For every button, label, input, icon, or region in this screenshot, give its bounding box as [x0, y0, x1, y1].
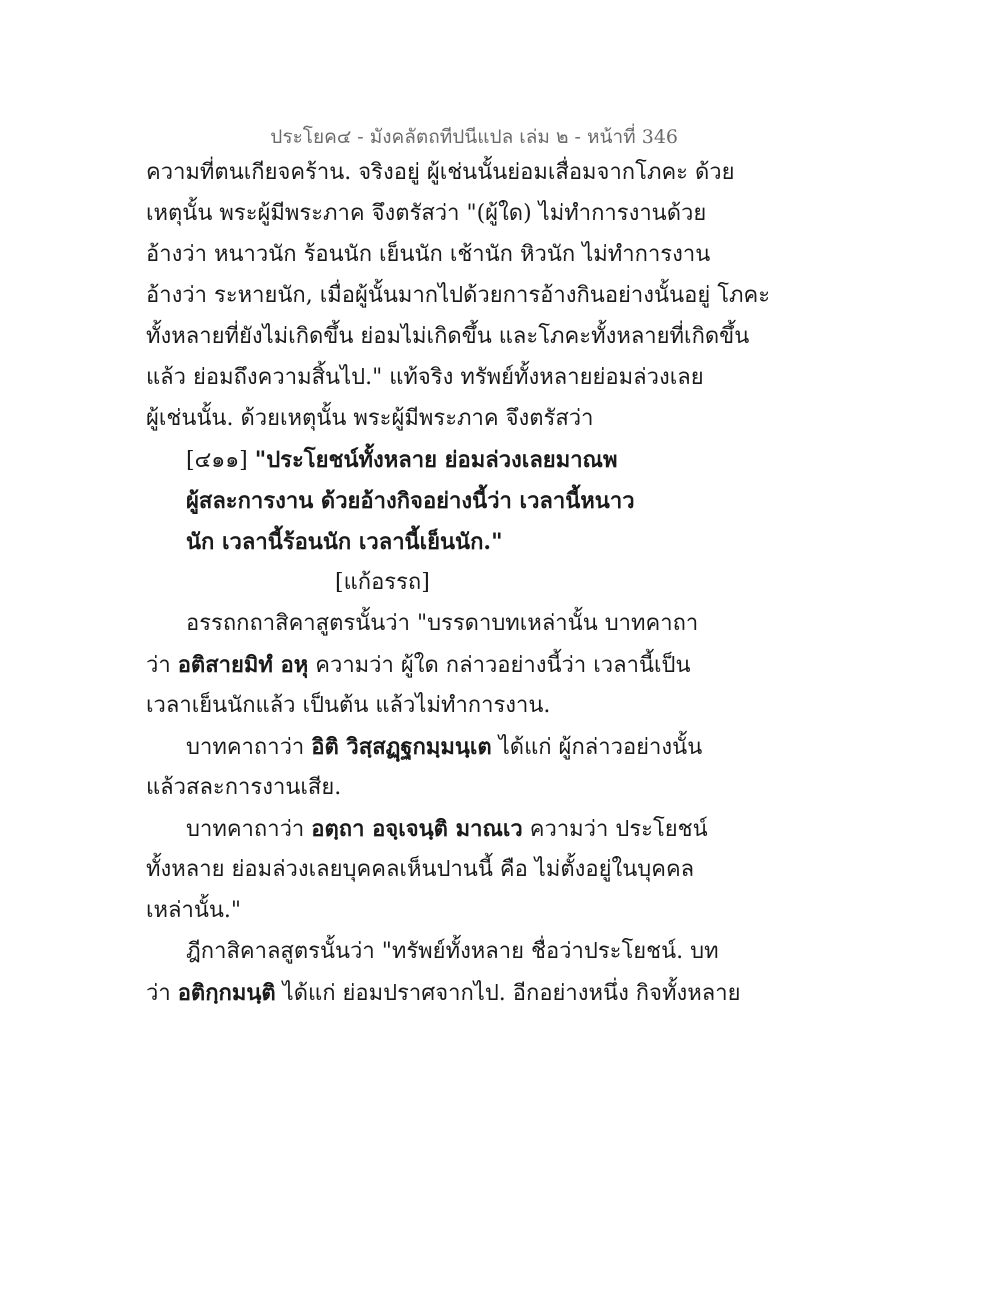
- text-line: ว่า อติกฺกมนฺติ ได้แก่ ย่อมปราศจากไป. อีกอย่างหนึ่ง กิจทั้งหลาย: [146, 980, 741, 1006]
- text-line: อ้างว่า หนาวนัก ร้อนนัก เย็นนัก เช้านัก หิวนัก ไม่ทำการงาน: [146, 242, 711, 267]
- verse-line: ผู้สละการงาน ด้วยอ้างกิจอย่างนี้ว่า เวลานี้หนาว: [186, 488, 635, 514]
- text-line: ทั้งหลาย ย่อมล่วงเลยบุคคลเห็นปานนี้ คือ ไม่ตั้งอยู่ในบุคคล: [146, 857, 695, 882]
- text-line: อรรถกถาสิคาสูตรนั้นว่า "บรรดาบทเหล่านั้น บาทคาถา: [186, 611, 699, 636]
- verse-line: [๔๑๑] "ประโยชน์ทั้งหลาย ย่อมล่วงเลยมาณพ: [186, 447, 618, 473]
- text-line: ฎีกาสิคาลสูตรนั้นว่า "ทรัพย์ทั้งหลาย ชื่อว่าประโยชน์. บท: [186, 939, 719, 964]
- text-line: แล้ว ย่อมถึงความสิ้นไป." แท้จริง ทรัพย์ทั้งหลายย่อมล่วงเลย: [146, 365, 704, 390]
- text-line: เหตุนั้น พระผู้มีพระภาค จึงตรัสว่า "(ผู้ใด) ไม่ทำการงานด้วย: [146, 201, 707, 226]
- text-line: บาทคาถาว่า อตฺถา อจฺเจนฺติ มาณเว ความว่า ประโยชน์: [186, 816, 708, 842]
- text-line: เวลาเย็นนักแล้ว เป็นต้น แล้วไม่ทำการงาน.: [146, 693, 551, 718]
- text-line: อ้างว่า ระหายนัก, เมื่อผู้นั้นมากไปด้วยการอ้างกินอย่างนั้นอยู่ โภคะ: [146, 283, 771, 308]
- text-line: บาทคาถาว่า อิติ วิสฺสฏฺฐกมฺมนฺเต ได้แก่ ผู้กล่าวอย่างนั้น: [186, 734, 703, 760]
- text-line: ทั้งหลายที่ยังไม่เกิดขึ้น ย่อมไม่เกิดขึ้น และโภคะทั้งหลายที่เกิดขึ้น: [146, 324, 750, 349]
- page-header: ประโยค๔ - มังคลัตถทีปนีแปล เล่ม ๒ - หน้าที่ 346: [270, 126, 678, 148]
- text-line: ผู้เช่นนั้น. ด้วยเหตุนั้น พระผู้มีพระภาค จึงตรัสว่า: [146, 406, 594, 431]
- text-line: เหล่านั้น.": [146, 898, 242, 923]
- text-line: แล้วสละการงานเสีย.: [146, 775, 342, 800]
- text-line: ว่า อติสายมิทํ อหุ ความว่า ผู้ใด กล่าวอย่างนี้ว่า เวลานี้เป็น: [146, 652, 691, 678]
- text-line: ความที่ตนเกียจคร้าน. จริงอยู่ ผู้เช่นนั้นย่อมเสื่อมจากโภคะ ด้วย: [146, 160, 735, 185]
- verse-line: นัก เวลานี้ร้อนนัก เวลานี้เย็นนัก.": [186, 529, 503, 555]
- section-heading: [แก้อรรถ]: [335, 570, 430, 595]
